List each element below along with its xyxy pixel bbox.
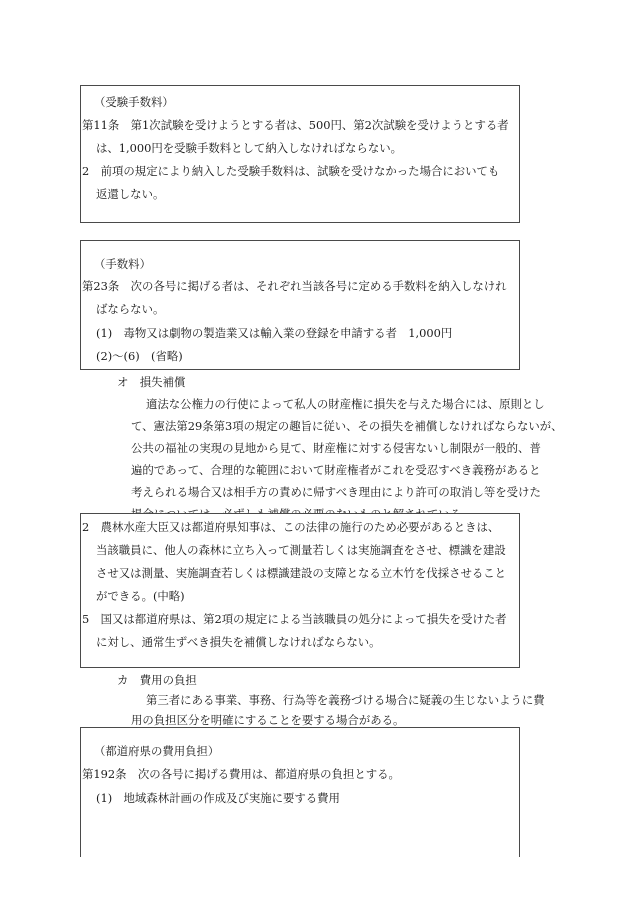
article-heading: （受験手数料） [94,95,174,109]
article-line: 2 前項の規定により納入した受験手数料は、試験を受けなかった場合においても [82,164,500,178]
article-line: 第192条 次の各号に掲げる費用は、都道府県の負担とする。 [82,767,400,781]
article-line: 返還しない。 [96,187,165,201]
body-line: 第三者にある事業、事務、行為等を義務づける場合に疑義の生じないように費 [146,693,545,707]
article-line: 第11条 第1次試験を受けようとする者は、500円、第2次試験を受けようとする者 [82,118,509,132]
article-line: させ又は測量、実施調査若しくは標識建設の支障となる立木竹を伐採させること [96,566,507,580]
body-line: 考えられる場合又は相手方の責めに帰すべき理由により許可の取消し等を受けた [131,485,541,499]
body-line: 遍的であって、合理的な範囲において財産権者がこれを受忍すべき義務があると [131,463,541,477]
article-heading: （都道府県の費用負担） [94,744,220,758]
article-line: 2 農林水産大臣又は都道府県知事は、この法律の施行のため必要があるときは、 [82,520,500,534]
article-line: ばならない。 [96,302,165,316]
article-line: (1) 毒物又は劇物の製造業又は輸入業の登録を申請する者 1,000円 [96,326,453,340]
article-line: に対し、通常生ずべき損失を補償しなければならない。 [96,635,381,649]
article-heading: （手数料） [94,257,151,271]
article-line: (1) 地域森林計画の作成及び実施に要する費用 [96,791,340,805]
body-line: て、憲法第29条第3項の規定の趣旨に従い、その損失を補償しなければならないが、 [131,419,563,433]
article-line: 第23条 次の各号に掲げる者は、それぞれ当該各号に定める手数料を納入しなけれ [82,279,507,293]
body-line: 適法な公権力の行使によって私人の財産権に損失を与えた場合には、原則とし [146,397,545,411]
section-title: カ 費用の負担 [117,673,197,687]
article-line: 5 国又は都道府県は、第2項の規定による当該職員の処分によって損失を受けた者 [82,612,507,626]
article-line: は、1,000円を受験手数料として納入しなければならない。 [96,141,402,155]
body-line: 公共の福祉の実現の見地から見て、財産権に対する侵害ないし制限が一般的、普 [131,441,541,455]
article-line: 当該職員に、他人の森林に立ち入って測量若しくは実施調査をさせ、標識を建設 [96,543,506,557]
article-line: ができる。(中略) [96,589,185,603]
section-title: オ 損失補償 [117,375,186,389]
body-line: 用の負担区分を明確にすることを要する場合がある。 [131,713,405,727]
article-line: (2)～(6) (省略) [96,349,183,363]
